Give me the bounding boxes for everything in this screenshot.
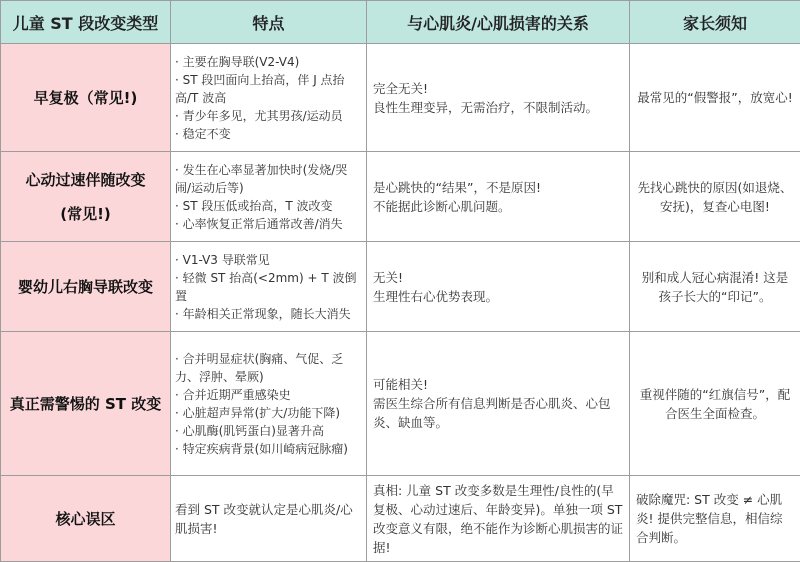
row-note-cell bbox=[630, 152, 800, 242]
feature-item: · 稳定不变 bbox=[175, 125, 362, 143]
row-features-cell bbox=[171, 44, 367, 152]
row-features-cell bbox=[171, 242, 367, 332]
header-features: 特点 bbox=[171, 1, 367, 44]
relation-line: 生理性右心优势表现。 bbox=[373, 287, 623, 306]
row-type-label: 核心误区 bbox=[55, 510, 115, 528]
note-line: 破除魔咒: ST 改变 ≠ 心肌炎! 提供完整信息，相信综合判断。 bbox=[636, 490, 794, 547]
row-type-label: 真正需警惕的 ST 改变 bbox=[10, 395, 161, 413]
feature-item: · 心脏超声异常(扩大/功能下降) bbox=[175, 404, 362, 422]
table-row bbox=[1, 152, 800, 242]
row-features-cell bbox=[171, 476, 367, 562]
row-note-cell bbox=[630, 44, 800, 152]
feature-item: · 合并明显症状(胸痛、气促、乏力、浮肿、晕厥) bbox=[175, 350, 362, 386]
row-note-cell bbox=[630, 242, 800, 332]
feature-item: 看到 ST 改变就认定是心肌炎/心肌损害! bbox=[175, 500, 362, 538]
note-line: 最常见的“假警报”，放宽心! bbox=[636, 88, 794, 107]
row-type-cell bbox=[1, 152, 171, 242]
table-row bbox=[1, 332, 800, 476]
table-row bbox=[1, 476, 800, 562]
relation-line: 真相: 儿童 ST 改变多数是生理性/良性的(早复极、心动过速后、年龄变异)。单独一项 ST 改变意义有限，绝不能作为诊断心肌损害的证据! bbox=[373, 481, 623, 557]
relation-line: 需医生综合所有信息判断是否心肌炎、心包炎、缺血等。 bbox=[373, 394, 623, 432]
row-relation-cell bbox=[367, 332, 630, 476]
relation-line: 无关! bbox=[373, 268, 623, 287]
note-line: 别和成人冠心病混淆! 这是孩子长大的“印记”。 bbox=[636, 268, 794, 306]
feature-item: · 心率恢复正常后通常改善/消失 bbox=[175, 215, 362, 233]
row-type-cell bbox=[1, 44, 171, 152]
header-type: 儿童 ST 段改变类型 bbox=[1, 1, 171, 44]
row-type-label: 早复极（常见!) bbox=[34, 89, 138, 107]
feature-item: · 特定疾病背景(如川崎病冠脉瘤) bbox=[175, 440, 362, 458]
row-type-cell bbox=[1, 476, 171, 562]
feature-item: · V1-V3 导联常见 bbox=[175, 251, 362, 269]
header-parent-notes: 家长须知 bbox=[630, 1, 800, 44]
row-type-label: 心动过速伴随改变 bbox=[5, 163, 166, 197]
row-type-label: 婴幼儿右胸导联改变 bbox=[18, 278, 153, 296]
feature-item: · 主要在胸导联(V2-V4) bbox=[175, 53, 362, 71]
table-row bbox=[1, 242, 800, 332]
note-line: 重视伴随的“红旗信号”，配合医生全面检查。 bbox=[636, 385, 794, 423]
row-relation-cell bbox=[367, 152, 630, 242]
feature-item: · 发生在心率显著加快时(发烧/哭闹/运动后等) bbox=[175, 161, 362, 197]
table-row bbox=[1, 44, 800, 152]
row-relation-cell bbox=[367, 44, 630, 152]
feature-item: · 心肌酶(肌钙蛋白)显著升高 bbox=[175, 422, 362, 440]
relation-line: 不能据此诊断心肌问题。 bbox=[373, 197, 623, 216]
row-type-cell bbox=[1, 332, 171, 476]
relation-line: 良性生理变异，无需治疗，不限制活动。 bbox=[373, 98, 623, 117]
feature-item: · 轻微 ST 抬高(<2mm) + T 波倒置 bbox=[175, 269, 362, 305]
row-relation-cell bbox=[367, 242, 630, 332]
row-type-cell bbox=[1, 242, 171, 332]
header-row bbox=[1, 1, 800, 44]
header-relation: 与心肌炎/心肌损害的关系 bbox=[367, 1, 630, 44]
row-features-cell bbox=[171, 332, 367, 476]
feature-item: · ST 段压低或抬高，T 波改变 bbox=[175, 197, 362, 215]
note-line: 先找心跳快的原因(如退烧、安抚)，复查心电图! bbox=[636, 178, 794, 216]
row-type-sublabel: (常见!) bbox=[5, 197, 166, 231]
relation-line: 可能相关! bbox=[373, 375, 623, 394]
relation-line: 是心跳快的“结果”，不是原因! bbox=[373, 178, 623, 197]
relation-line: 完全无关! bbox=[373, 79, 623, 98]
feature-item: · 青少年多见，尤其男孩/运动员 bbox=[175, 107, 362, 125]
row-relation-cell bbox=[367, 476, 630, 562]
feature-item: · 合并近期严重感染史 bbox=[175, 386, 362, 404]
row-features-cell bbox=[171, 152, 367, 242]
feature-item: · ST 段凹面向上抬高，伴 J 点抬高/T 波高 bbox=[175, 71, 362, 107]
row-note-cell bbox=[630, 476, 800, 562]
row-note-cell bbox=[630, 332, 800, 476]
feature-item: · 年龄相关正常现象，随长大消失 bbox=[175, 305, 362, 323]
